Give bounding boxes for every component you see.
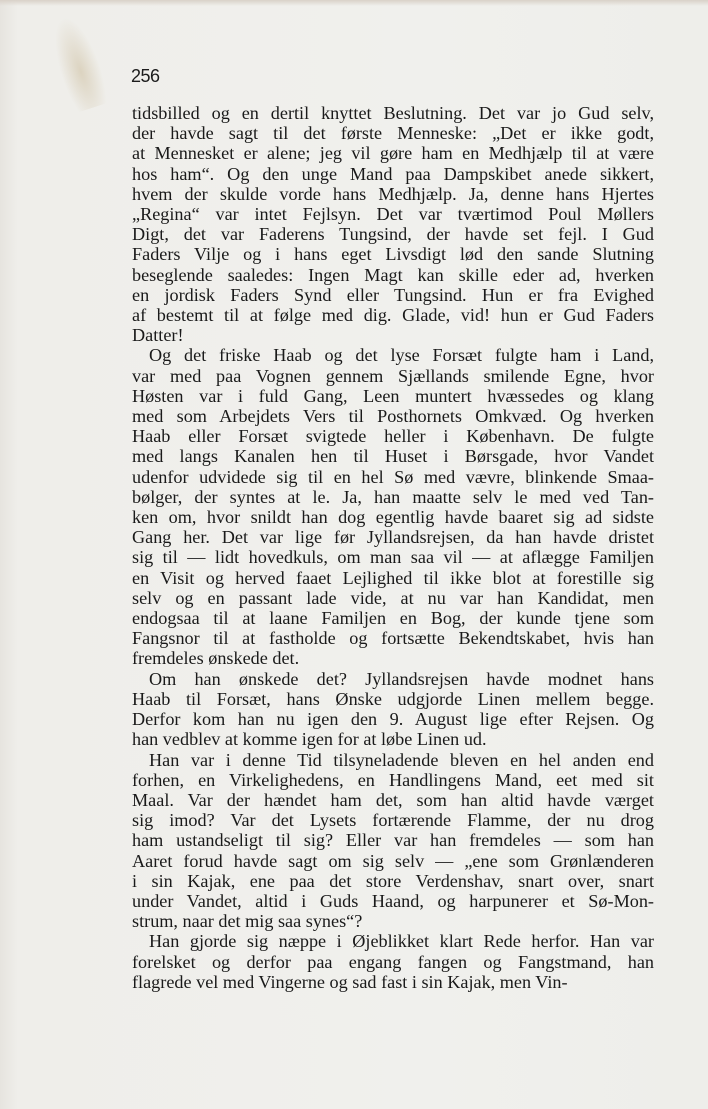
text-line: „Regina“ var intet Fejlsyn. Det var tværtimod Poul Møllers <box>132 204 654 225</box>
paper-stain <box>44 11 111 114</box>
text-line: sig til — lidt hovedkuls, om man saa vil — at aflægge Familjen <box>132 547 654 568</box>
text-line: han vedblev at komme igen for at løbe Linen ud. <box>132 729 487 750</box>
text-line: flagrede vel med Vingerne og sad fast i sin Kajak, men Vin- <box>132 971 568 992</box>
text-line: var med paa Vognen gennem Sjællands smilende Egne, hvor <box>132 365 654 386</box>
text-line: hos ham“. Og den unge Mand paa Dampskibet anede sikkert, <box>132 163 654 184</box>
page-top-edge <box>0 0 708 6</box>
paragraph <box>132 669 654 750</box>
text-line: Og det friske Haab og det lyse Forsæt fulgte ham i Land, <box>149 345 654 366</box>
text-line: Derfor kom han nu igen den 9. August lige efter Rejsen. Og <box>132 709 654 730</box>
text-line: Høsten var i fuld Gang, Leen muntert hvæssedes og klang <box>132 385 654 406</box>
paragraph <box>132 750 654 932</box>
paragraph <box>132 345 654 668</box>
text-line: tidsbilled og en dertil knyttet Beslutning. Det var jo Gud selv, <box>132 103 654 123</box>
text-line: med som Arbejdets Vers til Posthornets Omkvæd. Og hverken <box>132 406 654 427</box>
text-line: Fangsnor til at fastholde og fortsætte Bekendtskabet, hvis han <box>132 628 654 649</box>
text-line: endogsaa til at laane Familjen en Bog, der kunde tjene som <box>132 608 654 629</box>
page-number: 256 <box>131 66 160 86</box>
text-line: Han gjorde sig næppe i Øjeblikket klart Rede herfor. Han var <box>149 931 654 952</box>
text-line: strum, naar det mig saa synes“? <box>132 911 363 932</box>
text-line: Maal. Var der hændet ham det, som han altid havde værget <box>132 789 654 810</box>
text-line: Datter! <box>132 325 184 346</box>
text-line: udenfor udvidede sig til en hel Sø med vævre, blinkende Smaa- <box>132 466 654 487</box>
text-line: Han var i denne Tid tilsyneladende bleven en hel anden end <box>149 749 654 770</box>
text-line: Digt, det var Faderens Tungsind, der havde set fejl. I Gud <box>132 224 654 245</box>
body-text <box>132 103 654 992</box>
text-line: Om han ønskede det? Jyllandsrejsen havde modnet hans <box>149 668 654 689</box>
text-line: en jordisk Faders Synd eller Tungsind. Hun er fra Evighed <box>132 284 654 305</box>
text-line: af bestemt til at følge med dig. Glade, vid! hun er Gud Faders <box>132 305 654 326</box>
text-line: Gang her. Det var lige før Jyllandsrejsen, da han havde dristet <box>132 527 654 548</box>
text-line: forelsket og derfor paa engang fangen og Fangstmand, han <box>132 951 654 972</box>
text-line: under Vandet, altid i Guds Haand, og harpunerer et Sø-Mon- <box>132 890 654 911</box>
text-line: i sin Kajak, ene paa det store Verdenshav, snart over, snart <box>132 870 654 891</box>
text-line: Aaret forud havde sagt om sig selv — „ene som Grønlænderen <box>132 850 654 871</box>
text-line: Haab eller Forsæt svigtede heller i København. De fulgte <box>132 426 654 447</box>
text-line: fremdeles ønskede det. <box>132 648 300 669</box>
text-line: forhen, en Virkelighedens, en Handlingens Mand, eet med sit <box>132 769 654 790</box>
paragraph <box>132 103 654 345</box>
text-line: selv og en passant lade vide, at nu var han Kandidat, men <box>132 587 654 608</box>
text-line: at Mennesket er alene; jeg vil gøre ham en Medhjælp til at være <box>132 143 654 164</box>
text-line: sig imod? Var det Lysets fortærende Flamme, der nu drog <box>132 810 654 831</box>
text-line: Haab til Forsæt, hans Ønske udgjorde Linen mellem begge. <box>132 688 654 709</box>
text-line: beseglende saaledes: Ingen Magt kan skille eder ad, hverken <box>132 264 654 285</box>
text-line: med langs Kanalen hen til Huset i Børsgade, hvor Vandet <box>132 446 654 467</box>
text-line: hvem der skulde vorde hans Medhjælp. Ja, denne hans Hjertes <box>132 183 654 204</box>
text-line: en Visit og herved faaet Lejlighed til ikke blot at forestille sig <box>132 567 654 588</box>
text-line: Faders Vilje og i hans eget Livsdigt lød den sande Slutning <box>132 244 654 265</box>
paragraph <box>132 931 654 992</box>
text-line: ken om, hvor snildt han dog egentlig havde baaret sig ad sidste <box>132 507 654 528</box>
text-line: bølger, der syntes at le. Ja, han maatte selv le med ved Tan- <box>132 486 654 507</box>
text-line: ham ustandseligt til sig? Eller var han fremdeles — som han <box>132 830 654 851</box>
text-line: der havde sagt til det første Menneske: „Det er ikke godt, <box>132 123 654 144</box>
